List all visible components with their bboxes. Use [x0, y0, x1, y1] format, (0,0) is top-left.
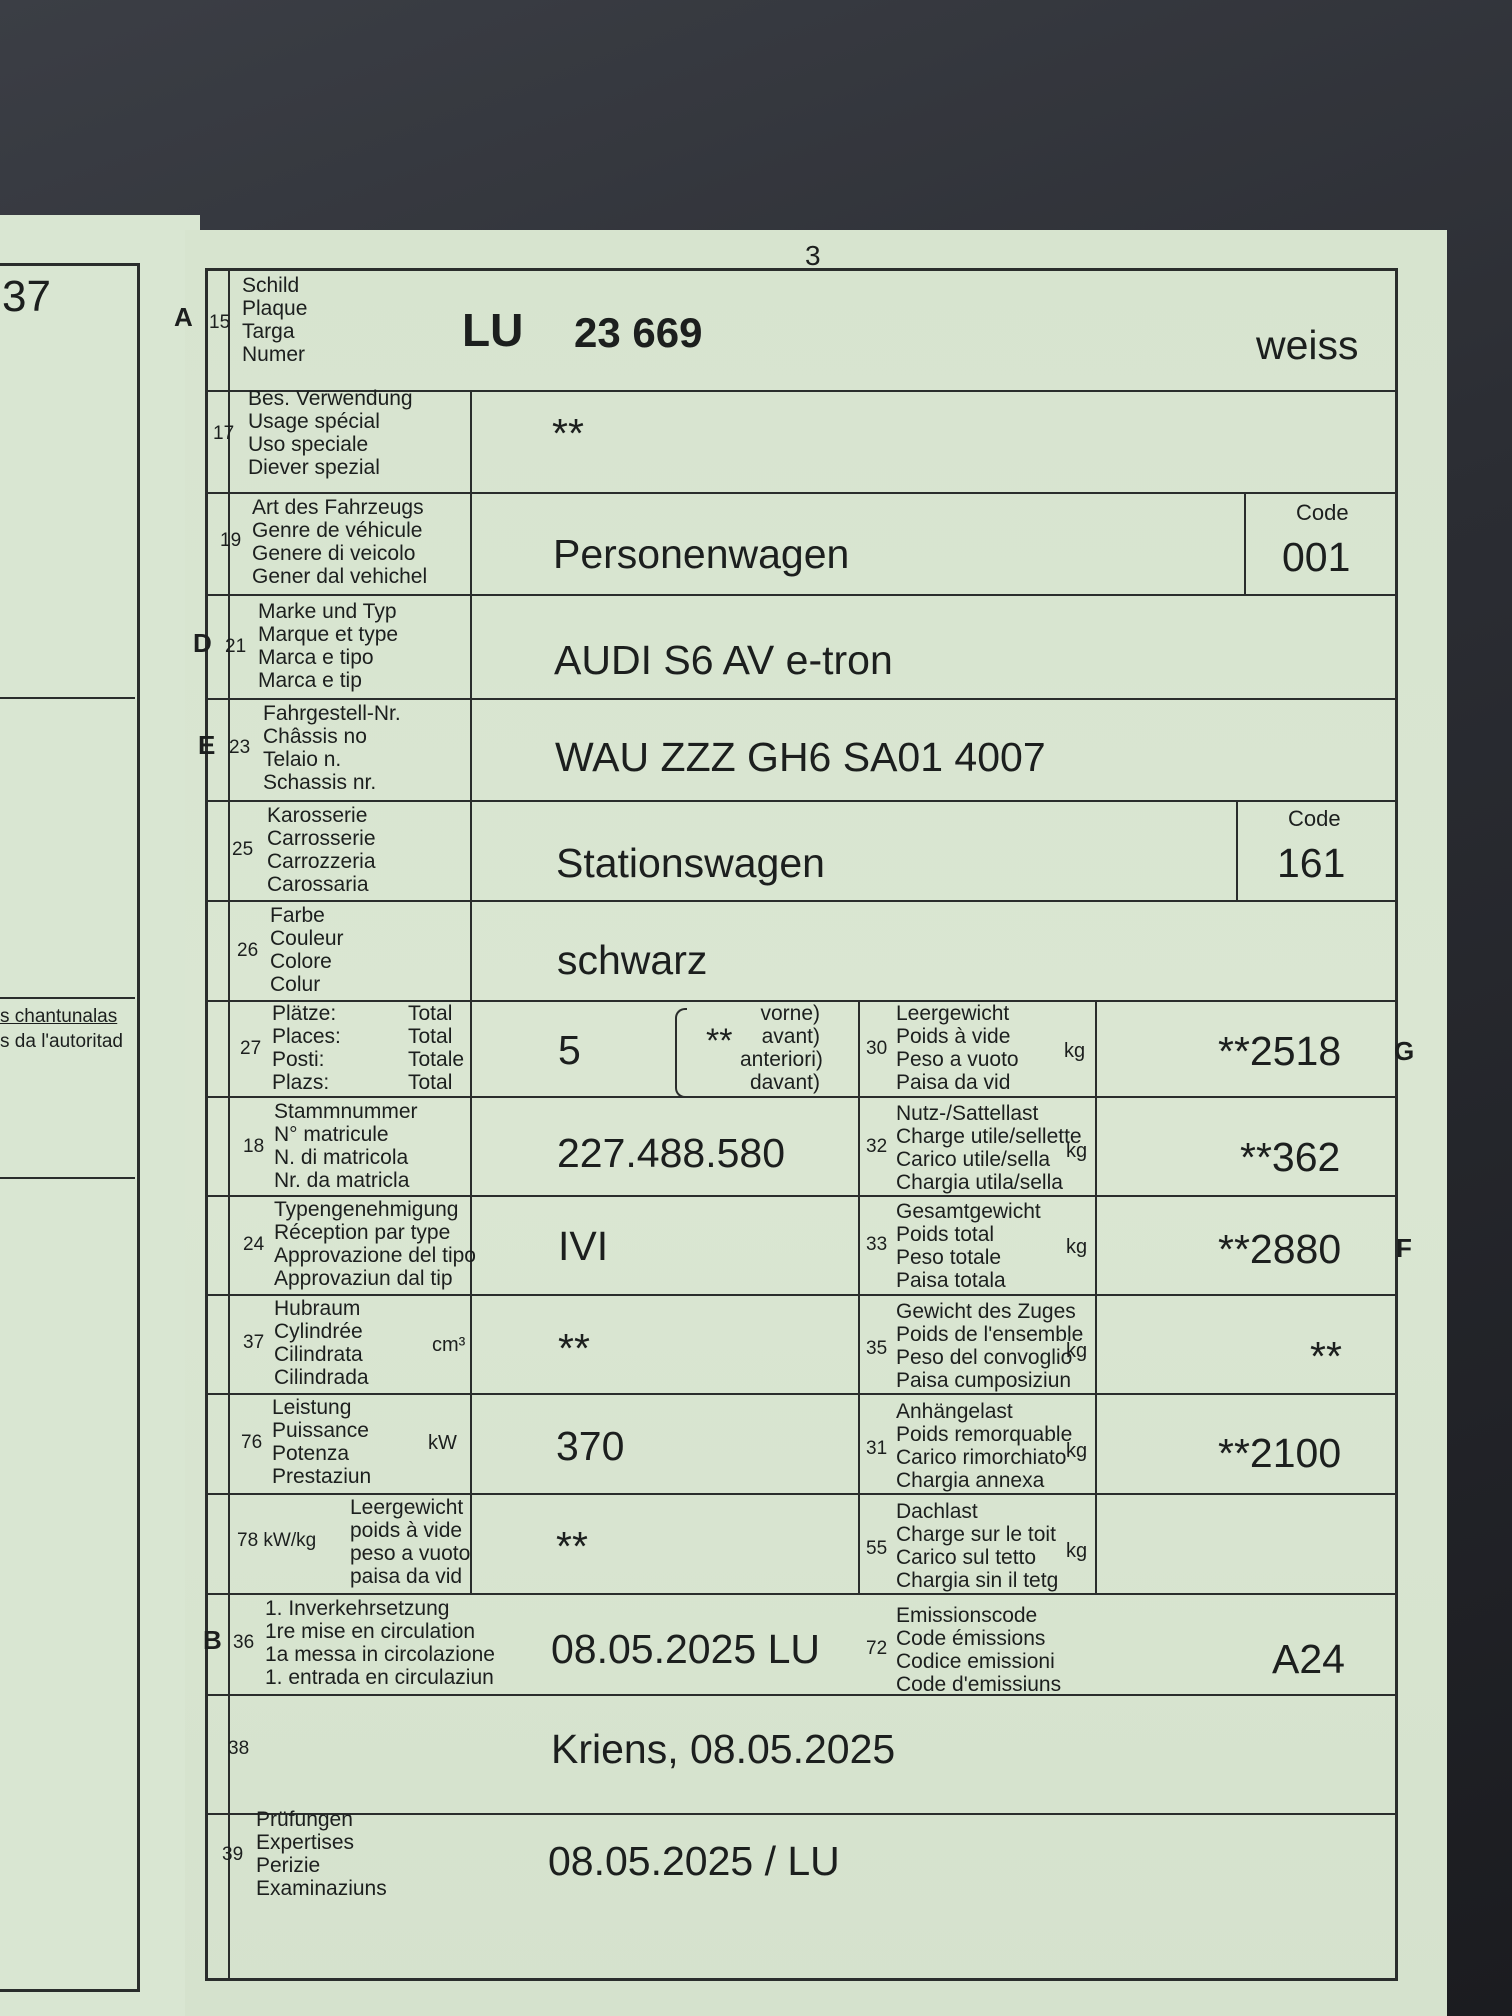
- field-number: 33: [866, 1234, 888, 1255]
- field-number: 38: [228, 1738, 250, 1759]
- side-letter-d: D: [193, 628, 212, 658]
- trailer-load-labels: Anhängelast Poids remorquable Carico rimorchiato Chargia annexa: [896, 1400, 1073, 1492]
- emission-code-value: A24: [1272, 1636, 1345, 1682]
- body-value: Stationswagen: [556, 840, 825, 886]
- inspections-labels: Prüfungen Expertises Perizie Examinaziuns: [256, 1808, 387, 1900]
- chassis-labels: Fahrgestell-Nr. Châssis no Telaio n. Schassis nr.: [263, 702, 401, 794]
- roof-load-unit: kg: [1066, 1540, 1088, 1562]
- side-letter-g: G: [1394, 1036, 1415, 1066]
- power-labels: Leistung Puissance Potenza Prestaziun: [272, 1396, 372, 1488]
- place-date-value: Kriens, 08.05.2025: [551, 1726, 896, 1772]
- left-page-frame: [0, 263, 140, 1992]
- type-approval-labels: Typengenehmigung Réception par type Approvazione del tipo Approvaziun dal tip: [274, 1198, 476, 1290]
- field-number: 31: [866, 1438, 888, 1459]
- seats-value: 5: [558, 1027, 581, 1073]
- body-code-label: Code: [1288, 806, 1341, 831]
- power-ratio-value: **: [556, 1523, 588, 1569]
- payload-value: **362: [1240, 1134, 1341, 1180]
- inspections-value: 08.05.2025 / LU: [548, 1838, 840, 1884]
- field-number: 25: [232, 839, 254, 860]
- total-weight-value: **2880: [1218, 1226, 1342, 1272]
- payload-unit: kg: [1066, 1140, 1088, 1162]
- field-number: 36: [233, 1632, 255, 1653]
- displacement-labels: Hubraum Cylindrée Cilindrata Cilindrada: [274, 1297, 369, 1389]
- train-weight-value: **: [1310, 1333, 1342, 1379]
- plate-color: weiss: [1256, 322, 1359, 368]
- field-number: 32: [866, 1136, 888, 1157]
- vehicle-kind-value: Personenwagen: [553, 531, 850, 577]
- empty-weight-value: **2518: [1218, 1028, 1342, 1074]
- power-value: 370: [556, 1423, 625, 1469]
- left-page-text-2: s da l'autoritad: [0, 1031, 123, 1052]
- trailer-load-unit: kg: [1066, 1440, 1088, 1462]
- body-code: 161: [1277, 840, 1346, 886]
- vehicle-kind-labels: Art des Fahrzeugs Genre de véhicule Genere di veicolo Gener dal vehichel: [252, 496, 428, 588]
- left-page-number-fragment: 37: [2, 272, 51, 321]
- special-use-labels: Bes. Verwendung Usage spécial Uso speciale Diever spezial: [248, 387, 413, 479]
- master-no-labels: Stammnummer N° matricule N. di matricola Nr. da matricla: [274, 1100, 418, 1192]
- empty-weight-labels: Leergewicht Poids à vide Peso a vuoto Paisa da vid: [896, 1002, 1019, 1094]
- vehicle-kind-code-label: Code: [1296, 500, 1349, 525]
- total-weight-labels: Gesamtgewicht Poids total Peso totale Paisa totala: [896, 1200, 1041, 1292]
- field-number: 78 kW/kg: [237, 1530, 317, 1551]
- field-number: 27: [240, 1038, 262, 1059]
- field-number: 18: [243, 1136, 265, 1157]
- brace: [675, 1008, 687, 1098]
- master-no-value: 227.488.580: [557, 1130, 786, 1176]
- roof-load-labels: Dachlast Charge sur le toit Carico sul tetto Chargia sin il tetg: [896, 1500, 1059, 1592]
- seats-front-value: **: [706, 1022, 733, 1060]
- side-letter-f: F: [1396, 1233, 1412, 1263]
- train-weight-labels: Gewicht des Zuges Poids de l'ensemble Peso del convoglio Paisa cumposiziun: [896, 1300, 1084, 1392]
- seats-front-labels: vorne) avant) anteriori) davant): [740, 1002, 823, 1094]
- plate-labels: Schild Plaque Targa Numer: [242, 274, 308, 366]
- field-number: 21: [225, 636, 247, 657]
- field-number: 37: [243, 1332, 265, 1353]
- field-number: 76: [241, 1432, 263, 1453]
- field-number: 15: [209, 312, 231, 333]
- plate-number: 23 669: [574, 309, 703, 356]
- vehicle-kind-code: 001: [1282, 534, 1351, 580]
- left-page-text-1: s chantunalas: [0, 1006, 118, 1027]
- first-registration-value: 08.05.2025 LU: [551, 1626, 821, 1672]
- special-use-value: **: [552, 410, 584, 456]
- side-letter-a: A: [174, 302, 193, 332]
- power-unit: kW: [428, 1432, 457, 1454]
- body-labels: Karosserie Carrosserie Carrozzeria Carossaria: [267, 804, 376, 896]
- total-weight-unit: kg: [1066, 1236, 1088, 1258]
- make-type-value: AUDI S6 AV e-tron: [554, 637, 893, 683]
- color-value: schwarz: [557, 937, 708, 983]
- field-number: 26: [237, 940, 259, 961]
- field-number: 30: [866, 1038, 888, 1059]
- payload-labels: Nutz-/Sattellast Charge utile/sellette Carico utile/sella Chargia utila/sella: [896, 1102, 1082, 1194]
- field-number: 17: [213, 423, 235, 444]
- displacement-unit: cm³: [432, 1334, 466, 1356]
- color-labels: Farbe Couleur Colore Colur: [270, 904, 344, 996]
- train-weight-unit: kg: [1066, 1340, 1088, 1362]
- first-registration-labels: 1. Inverkehrsetzung 1re mise en circulation 1a messa in circolazione 1. entrada en circulaziun: [265, 1597, 495, 1689]
- side-letter-e: E: [198, 730, 216, 760]
- field-number: 19: [220, 530, 242, 551]
- field-number: 23: [229, 737, 251, 758]
- trailer-load-value: **2100: [1218, 1430, 1342, 1476]
- field-number: 55: [866, 1538, 888, 1559]
- field-number: 35: [866, 1338, 888, 1359]
- displacement-value: **: [558, 1325, 590, 1371]
- page-number: 3: [805, 240, 821, 271]
- field-number: 39: [222, 1844, 244, 1865]
- emission-code-labels: Emissionscode Code émissions Codice emissioni Code d'emissiuns: [896, 1604, 1062, 1696]
- type-approval-value: IVI: [558, 1223, 609, 1269]
- empty-weight-unit: kg: [1064, 1040, 1086, 1062]
- plate-canton: LU: [462, 304, 524, 356]
- side-letter-b: B: [203, 1625, 222, 1655]
- chassis-value: WAU ZZZ GH6 SA01 4007: [555, 734, 1046, 780]
- field-number: 72: [866, 1638, 888, 1659]
- field-number: 24: [243, 1234, 265, 1255]
- seats-total-labels: Total Total Totale Total: [408, 1002, 465, 1094]
- make-type-labels: Marke und Typ Marque et type Marca e tipo Marca e tip: [258, 600, 399, 692]
- seats-labels: Plätze: Places: Posti: Plazs:: [272, 1002, 341, 1094]
- power-ratio-labels: Leergewicht poids à vide peso a vuoto paisa da vid: [350, 1496, 471, 1588]
